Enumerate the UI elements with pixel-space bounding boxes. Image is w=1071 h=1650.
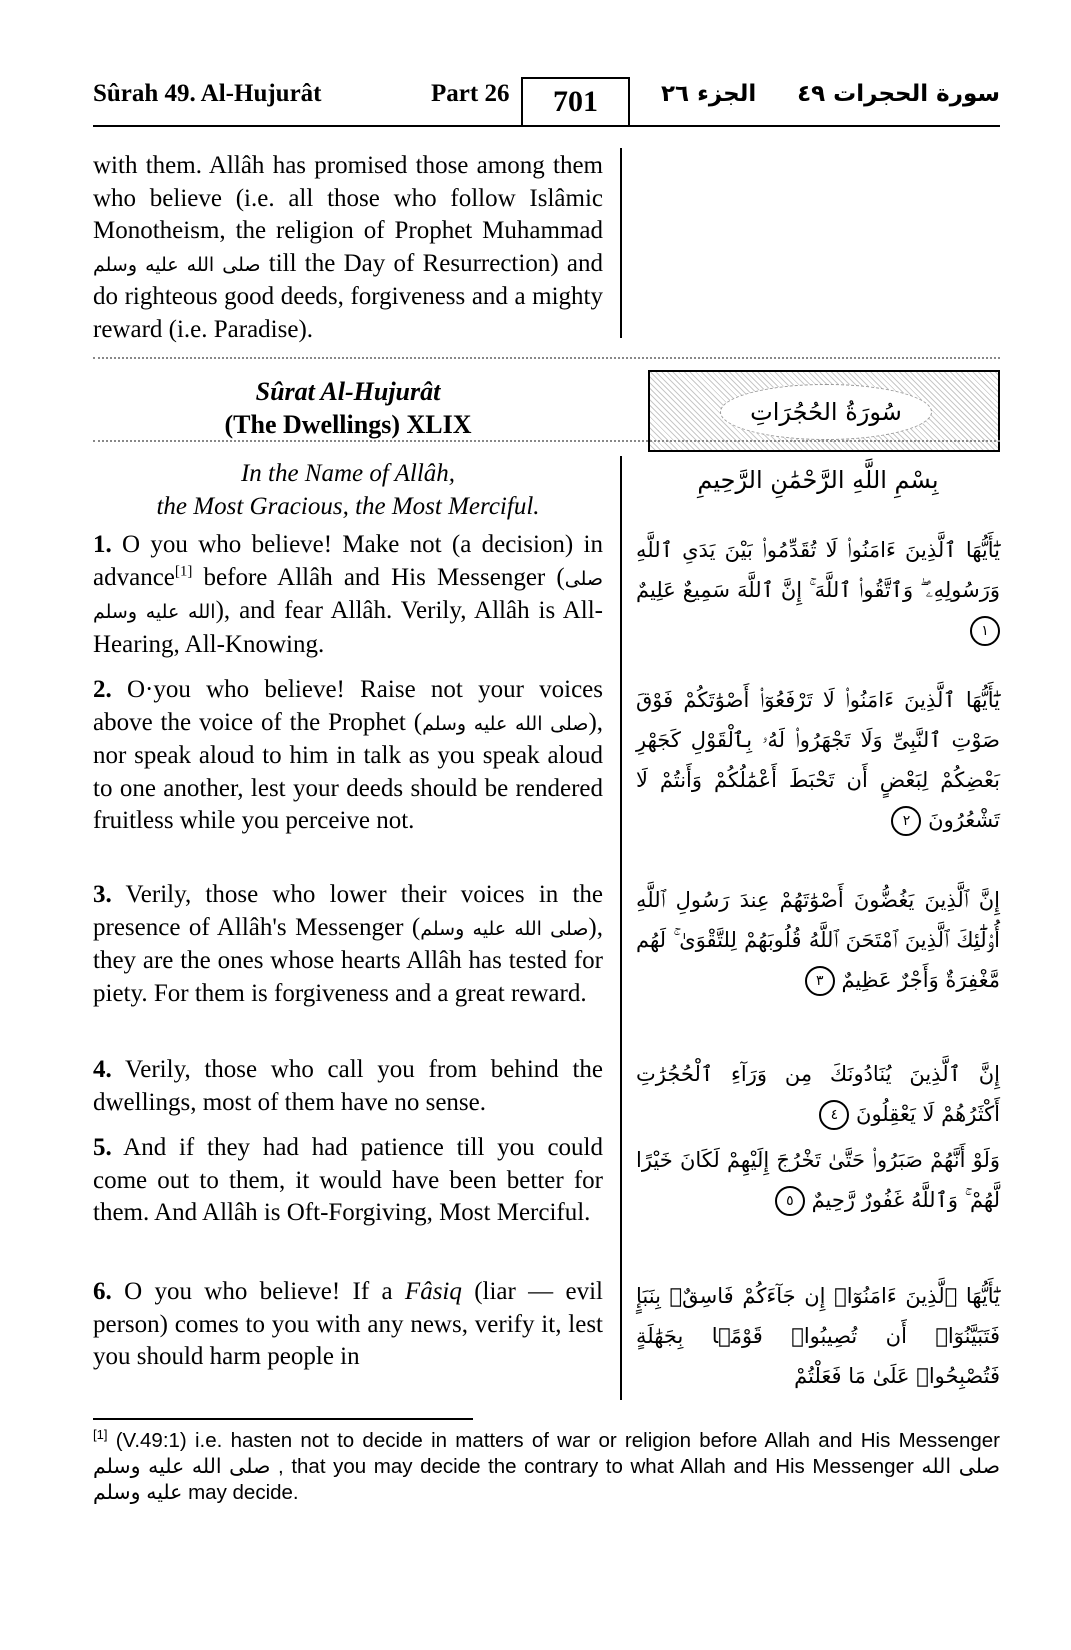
- column-divider: [620, 148, 622, 338]
- salutation-mark: صلى الله عليه وسلم: [93, 1455, 271, 1478]
- salutation-mark: صلى الله عليه وسلم: [93, 253, 261, 276]
- verse-1-en: [93, 529, 603, 661]
- verse-number: 6.: [93, 1278, 112, 1305]
- verse-number: 4.: [93, 1056, 112, 1083]
- salutation-mark: صلى الله عليه وسلم: [93, 1455, 1000, 1504]
- verse-4-en: [93, 1054, 603, 1119]
- surah-ornament-title: سُورَةُ الحُجُرَاتِ: [720, 384, 932, 440]
- verse-5-ar: [636, 1140, 1000, 1220]
- title-top-rule: [93, 357, 1000, 359]
- bismillah-ar: بِسْمِ اللَّهِ الرَّحْمَٰنِ الرَّحِيمِ: [697, 466, 939, 494]
- header-rule: [93, 125, 1000, 127]
- surah-title-ar: سورة الحجرات ٤٩: [797, 81, 1000, 107]
- verse-text: ), and fear Allâh. Verily, Allâh is All-Hearing, All-Knowing.: [93, 597, 603, 658]
- footnote-rule: [93, 1418, 473, 1420]
- fasiq-term: Fâsiq: [404, 1278, 462, 1305]
- verse-text: (liar — evil person) comes to you with any news, verify it, lest you should harm people in: [93, 1278, 603, 1370]
- verse-text: before Allâh and His Messenger (: [192, 563, 565, 591]
- verse-3-ar: [636, 880, 1000, 1000]
- ayah-number: ٤: [819, 1100, 849, 1130]
- verse-5-en: [93, 1132, 603, 1230]
- verse-text: O·you who believe! Raise not your voices above the voice of the Prophet (: [93, 676, 603, 736]
- verse-text: Verily, those who call you from behind the dwellings, most of them have no sense.: [93, 1056, 603, 1116]
- continuation-part: with them. Allâh has promised those among them who believe (i.e. all those who follow Islâmic Monotheism, the religion of Prophet Muhammad: [93, 152, 603, 244]
- part-label: Part 26: [431, 80, 510, 107]
- footnote-text: may decide.: [182, 1481, 299, 1504]
- juz-label-ar: الجزء ٢٦: [661, 81, 757, 107]
- salutation-mark: صلى الله عليه وسلم: [420, 917, 589, 940]
- verse-arabic: يَٰٓأَيُّهَا ٱلَّذِينَ ءَامَنُوٓا۟ إِن جَآءَكُمْ فَاسِقٌۢ بِنَبَإٍ فَتَبَيَّنُوٓا۟ أَن تُصِيبُوا۟ قَوْمًۢا بِجَهَٰلَةٍ فَتُصْبِحُوا۟ عَلَىٰ مَا فَعَلْتُمْ: [636, 1284, 1000, 1388]
- salutation-mark: صلى الله عليه وسلم: [422, 712, 589, 735]
- continuation-text: [93, 150, 603, 346]
- surah-title-en: Sûrah 49. Al-Hujurât: [93, 80, 322, 107]
- footnote-ref[interactable]: [1]: [174, 563, 193, 580]
- column-divider: [620, 456, 622, 1400]
- verse-number: 1.: [93, 531, 112, 558]
- footnote-marker: [1]: [93, 1427, 108, 1443]
- page-number: 701: [521, 77, 630, 125]
- verse-number: 2.: [93, 676, 112, 703]
- verse-text: ), they are the ones whose hearts Allâh has tested for piety. For them is forgiveness and a great reward.: [93, 913, 603, 1007]
- verse-text: Verily, those who lower their voices in the presence of Allâh's Messenger (: [93, 881, 603, 941]
- bismillah-line: the Most Gracious, the Most Merciful.: [156, 492, 540, 520]
- verse-arabic: يَٰٓأَيُّهَا ٱلَّذِينَ ءَامَنُوا۟ لَا تَرْفَعُوٓا۟ أَصْوَٰتَكُمْ فَوْقَ صَوْتِ ٱلنَّبِىِّ وَلَا تَجْهَرُوا۟ لَهُۥ بِٱلْقَوْلِ كَجَهْرِ بَعْضِكُمْ لِبَعْضٍ أَن تَحْبَطَ أَعْمَٰلُكُمْ وَأَنتُمْ لَا تَشْعُرُونَ: [636, 688, 1000, 832]
- verse-number: 5.: [93, 1134, 112, 1161]
- continuation-part: till the Day of Resurrection) and do righteous good deeds, forgiveness and a mighty reward (i.e. Paradise).: [93, 249, 603, 343]
- verse-arabic: وَلَوْ أَنَّهُمْ صَبَرُوا۟ حَتَّىٰ تَخْرُجَ إِلَيْهِمْ لَكَانَ خَيْرًا لَّهُمْ ۚ وَٱللَّهُ غَفُورٌ رَّحِيمٌ: [636, 1148, 1000, 1212]
- verse-arabic: إِنَّ ٱلَّذِينَ يَغُضُّونَ أَصْوَٰتَهُمْ عِندَ رَسُولِ ٱللَّهِ أُو۟لَٰٓئِكَ ٱلَّذِينَ ٱمْتَحَنَ ٱللَّهُ قُلُوبَهُمْ لِلتَّقْوَىٰ ۚ لَهُم مَّغْفِرَةٌ وَأَجْرٌ عَظِيمٌ: [636, 888, 1000, 992]
- verse-2-en: [93, 674, 603, 838]
- ayah-number: ٥: [775, 1186, 805, 1216]
- verse-arabic: إِنَّ ٱلَّذِينَ يُنَادُونَكَ مِن وَرَآءِ ٱلْحُجُرَٰتِ أَكْثَرُهُمْ لَا يَعْقِلُونَ: [636, 1062, 1000, 1126]
- verse-text: O you who believe! Make not (a decision) in advance: [93, 531, 603, 591]
- surah-heading: [93, 375, 603, 441]
- verse-text: ), nor speak aloud to him in talk as you speak aloud to one another, lest your deeds should be rendered fruitless while you perceive not.: [93, 708, 604, 834]
- verse-6-en: [93, 1276, 603, 1374]
- verse-2-ar: [636, 680, 1000, 840]
- page-header: [93, 78, 1000, 126]
- footnote: [93, 1428, 1000, 1506]
- bismillah-en: [93, 458, 603, 523]
- salutation-mark: صلى الله عليه وسلم: [93, 567, 603, 623]
- verse-text: And if they had had patience till you could come out to them, it would have been better for them. And Allâh is Oft-Forgiving, Most Merciful.: [93, 1134, 603, 1226]
- surah-name: Sûrat Al-Hujurât: [255, 377, 441, 406]
- footnote-text: (V.49:1) i.e. hasten not to decide in matters of war or religion before Allah and His Messenger: [107, 1429, 1000, 1452]
- verse-number: 3.: [93, 881, 112, 908]
- verse-6-ar: [636, 1276, 1000, 1396]
- verse-3-en: [93, 879, 603, 1010]
- surah-subtitle: (The Dwellings) XLIX: [224, 410, 472, 439]
- verse-arabic: يَٰٓأَيُّهَا ٱلَّذِينَ ءَامَنُوا۟ لَا تُقَدِّمُوا۟ بَيْنَ يَدَىِ ٱللَّهِ وَرَسُولِهِۦ ۖ وَٱتَّقُوا۟ ٱللَّهَ ۚ إِنَّ ٱللَّهَ سَمِيعٌ عَلِيمٌ: [636, 538, 1000, 602]
- title-bottom-rule: [93, 440, 1000, 442]
- ayah-number: ١: [970, 616, 1000, 646]
- ayah-number: ٣: [805, 966, 835, 996]
- verse-4-ar: [636, 1054, 1000, 1134]
- ayah-number: ٢: [891, 806, 921, 836]
- verse-text: O you who believe! If a: [111, 1278, 405, 1305]
- bismillah-line: In the Name of Allâh,: [240, 460, 456, 487]
- footnote-text: , that you may decide the contrary to what Allah and His Messenger: [270, 1455, 922, 1478]
- verse-1-ar: [636, 530, 1000, 650]
